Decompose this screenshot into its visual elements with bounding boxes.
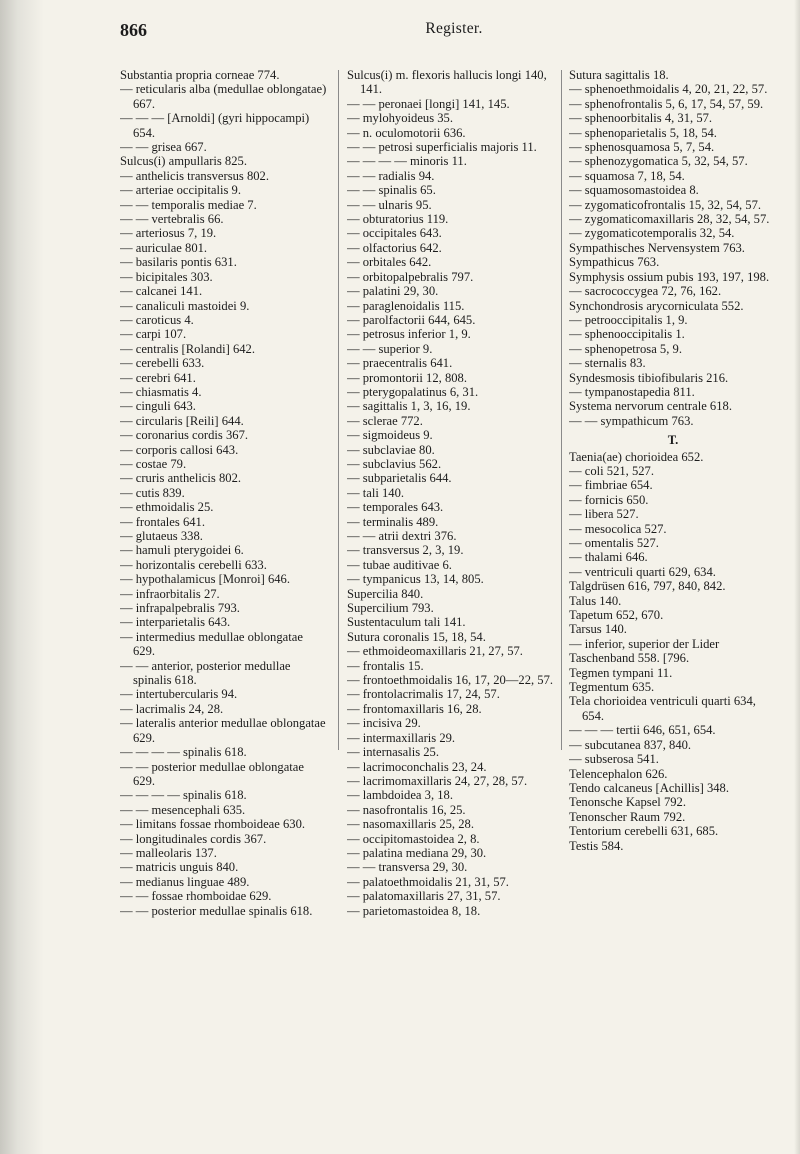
index-entry: Talus 140.: [569, 593, 622, 608]
index-entry: — hamuli pterygoidei 6.: [120, 543, 244, 558]
index-entry: — pterygopalatinus 6, 31.: [347, 384, 479, 399]
index-entry: — horizontalis cerebelli 633.: [120, 557, 267, 572]
column-divider: [338, 70, 339, 750]
index-entry: — basilaris pontis 631.: [120, 255, 237, 270]
index-entry: — sagittalis 1, 3, 16, 19.: [347, 399, 471, 414]
index-entry: — canaliculi mastoidei 9.: [120, 298, 250, 313]
index-entry: — corporis callosi 643.: [120, 442, 239, 457]
index-entry: Sulcus(i) m. flexoris hallucis longi 140, 141.: [347, 68, 547, 97]
index-entry: — tali 140.: [347, 485, 405, 500]
index-entry: Sympathisches Nervensystem 763.: [569, 240, 745, 255]
index-entry: — anthelicis transversus 802.: [120, 168, 269, 183]
running-head-title: Register.: [425, 20, 483, 37]
index-entry: Testis 584.: [569, 838, 624, 853]
page-gutter-shadow: [0, 0, 44, 1154]
index-entry: Tegmentum 635.: [569, 680, 655, 695]
index-entry: — fornicis 650.: [569, 492, 649, 507]
index-entry: — n. oculomotorii 636.: [347, 125, 466, 140]
index-entry: — sacrococcygea 72, 76, 162.: [569, 284, 722, 299]
index-entry: Tapetum 652, 670.: [569, 608, 664, 623]
index-entry: Tegmen tympani 11.: [569, 665, 673, 680]
index-entry: — subserosa 541.: [569, 752, 659, 767]
index-entry: — reticularis alba (medullae oblongatae) 667.: [120, 82, 327, 111]
page-edge: [794, 0, 800, 1154]
index-entry: — ventriculi quarti 629, 634.: [569, 564, 716, 579]
index-entry: — sphenozygomatica 5, 32, 54, 57.: [569, 154, 748, 169]
index-entry: — petrosus inferior 1, 9.: [347, 327, 471, 342]
index-column-3: [569, 68, 777, 1153]
index-entry: — calcanei 141.: [120, 284, 203, 299]
index-entry: — — grisea 667.: [120, 140, 207, 155]
index-entry: Synchondrosis arycorniculata 552.: [569, 298, 744, 313]
index-entry: — — fossae rhomboidae 629.: [120, 889, 272, 904]
index-entry: — centralis [Rolandi] 642.: [120, 341, 256, 356]
index-entry: Tenonscher Raum 792.: [569, 809, 686, 824]
index-entry: — temporales 643.: [347, 500, 444, 515]
index-entry: — — radialis 94.: [347, 168, 435, 183]
index-entry: — zygomaticofrontalis 15, 32, 54, 57.: [569, 197, 762, 212]
index-entry: — sphenooccipitalis 1.: [569, 327, 685, 342]
index-entry: — sphenosquamosa 5, 7, 54.: [569, 140, 715, 155]
index-entry: — sphenoparietalis 5, 18, 54.: [569, 125, 717, 140]
index-entry: — orbitopalpebralis 797.: [347, 269, 474, 284]
index-entry: Tarsus 140.: [569, 622, 627, 637]
index-entry: Taschenband 558. [796.: [569, 651, 690, 666]
index-entry: — subclavius 562.: [347, 456, 442, 471]
index-entry: — lacrimalis 24, 28.: [120, 701, 224, 716]
index-entry: — zygomaticotemporalis 32, 54.: [569, 226, 735, 241]
index-entry: — — superior 9.: [347, 341, 433, 356]
index-entry: — omentalis 527.: [569, 536, 659, 550]
index-entry: — thalami 646.: [569, 550, 648, 565]
index-entry: — — posterior medullae oblongatae 629.: [120, 759, 304, 788]
index-entry: — infrapalpebralis 793.: [120, 601, 240, 616]
index-entry: — intermedius medullae oblongatae 629.: [120, 629, 303, 659]
index-entry: — — temporalis mediae 7.: [120, 197, 257, 212]
index-entry: Symphysis ossium pubis 193, 197, 198.: [569, 269, 770, 284]
index-entry: Taenia(ae) chorioidea 652.: [569, 449, 704, 464]
index-entry: — caroticus 4.: [120, 312, 194, 327]
index-entry: — — peronaei [longi] 141, 145.: [347, 96, 510, 111]
index-entry: — malleolaris 137.: [120, 845, 217, 860]
index-entry: — mylohyoideus 35.: [347, 111, 453, 126]
index-entry: — — — — spinalis 618.: [120, 745, 247, 760]
index-entry: — sigmoideus 9.: [347, 428, 433, 443]
index-entry: Sustentaculum tali 141.: [347, 615, 466, 630]
index-entry: — — petrosi superficialis majoris 11.: [347, 140, 537, 155]
index-entry: — zygomaticomaxillaris 28, 32, 54, 57.: [569, 212, 770, 227]
index-entry: — coronarius cordis 367.: [120, 428, 249, 443]
index-entry: Telencephalon 626.: [569, 766, 668, 781]
index-entry: — auriculae 801.: [120, 240, 208, 255]
index-entry: — cruris anthelicis 802.: [120, 471, 242, 486]
index-entry: — matricis unguis 840.: [120, 860, 239, 875]
index-entry: — tympanostapedia 811.: [569, 384, 695, 399]
index-entry: Sulcus(i) ampullaris 825.: [120, 154, 247, 169]
index-entry: — paraglenoidalis 115.: [347, 298, 465, 313]
section-letter-heading: T.: [667, 433, 679, 448]
index-entry: Tenonsche Kapsel 792.: [569, 795, 686, 810]
index-entry: — intertubercularis 94.: [120, 687, 238, 702]
index-column-1: [120, 68, 328, 1153]
index-entry: — carpi 107.: [120, 327, 187, 342]
index-entry: — inferior, superior der Lider: [569, 636, 720, 651]
index-entry: — palatina mediana 29, 30.: [347, 845, 487, 860]
index-entry: Tendo calcaneus [Achillis] 348.: [569, 780, 729, 795]
index-entry: — frontalis 15.: [347, 658, 424, 673]
index-entry: — libera 527.: [569, 507, 639, 522]
index-entry: — sphenoethmoidalis 4, 20, 21, 22, 57.: [569, 82, 768, 97]
index-entry: Sutura sagittalis 18.: [569, 68, 669, 82]
index-entry: — nasofrontalis 16, 25.: [347, 802, 466, 817]
index-entry: — ethmoidalis 25.: [120, 500, 214, 515]
index-entry: — infraorbitalis 27.: [120, 586, 220, 601]
index-entry: — lateralis anterior medullae oblongatae 629.: [120, 716, 326, 745]
index-entry: — costae 79.: [120, 456, 187, 471]
index-entry: — — vertebralis 66.: [120, 212, 224, 227]
index-entry: — subclaviae 80.: [347, 442, 435, 457]
index-entry: — circularis [Reili] 644.: [120, 413, 244, 428]
index-entry: — arteriosus 7, 19.: [120, 226, 217, 241]
index-entry: — promontorii 12, 808.: [347, 370, 467, 385]
page-number: 866: [120, 20, 147, 40]
index-entry: — — ulnaris 95.: [347, 197, 432, 212]
index-entry: — arteriae occipitalis 9.: [120, 183, 241, 198]
index-entry: — cerebelli 633.: [120, 356, 205, 371]
index-entry: — praecentralis 641.: [347, 356, 453, 371]
index-entry: — glutaeus 338.: [120, 529, 203, 543]
index-entry: — frontales 641.: [120, 514, 205, 529]
index-entry: — — posterior medullae spinalis 618.: [120, 903, 313, 918]
page-header: [120, 20, 788, 46]
index-entry: — — transversa 29, 30.: [347, 860, 468, 875]
index-entry: — hypothalamicus [Monroi] 646.: [120, 572, 290, 587]
index-entry: — cerebri 641.: [120, 370, 196, 385]
index-entry: — — anterior, posterior medullae spinalis 618.: [120, 658, 291, 688]
index-entry: — — — [Arnoldi] (gyri hippocampi) 654.: [120, 111, 310, 140]
index-entry: Sutura coronalis 15, 18, 54.: [347, 629, 486, 644]
index-entry: Supercilia 840.: [347, 586, 424, 601]
index-entry: — petrooccipitalis 1, 9.: [569, 312, 688, 327]
index-entry: Substantia propria corneae 774.: [120, 68, 280, 82]
index-entry: — — mesencephali 635.: [120, 802, 246, 817]
index-entry: — transversus 2, 3, 19.: [347, 543, 464, 558]
index-entry: — intermaxillaris 29.: [347, 730, 456, 745]
index-column-2: [347, 68, 555, 1153]
index-entry: — tympanicus 13, 14, 805.: [347, 572, 484, 587]
index-entry: — cutis 839.: [120, 485, 185, 500]
index-entry: — nasomaxillaris 25, 28.: [347, 817, 474, 832]
index-entry: Supercilium 793.: [347, 601, 434, 616]
index-entry: Systema nervorum centrale 618.: [569, 399, 732, 414]
index-entry: — medianus linguae 489.: [120, 874, 250, 889]
index-entry: Tela chorioidea ventriculi quarti 634, 654.: [569, 694, 756, 723]
index-entry: — lacrimomaxillaris 24, 27, 28, 57.: [347, 773, 528, 788]
index-entry: — cinguli 643.: [120, 399, 196, 414]
index-entry: — fimbriae 654.: [569, 478, 653, 493]
index-entry: Sympathicus 763.: [569, 255, 660, 270]
index-entry: — subparietalis 644.: [347, 471, 452, 486]
index-entry: — orbitales 642.: [347, 255, 432, 270]
index-entry: — sclerae 772.: [347, 413, 423, 428]
index-entry: — occipitales 643.: [347, 226, 442, 241]
index-entry: — sternalis 83.: [569, 356, 646, 371]
index-entry: — limitans fossae rhomboideae 630.: [120, 817, 306, 832]
index-entry: — frontolacrimalis 17, 24, 57.: [347, 687, 500, 702]
index-entry: — ethmoideomaxillaris 21, 27, 57.: [347, 644, 523, 659]
index-entry: — — sympathicum 763.: [569, 413, 694, 428]
index-entry: — longitudinales cordis 367.: [120, 831, 267, 846]
index-entry: Syndesmosis tibiofibularis 216.: [569, 370, 729, 385]
index-entry: — coli 521, 527.: [569, 463, 655, 478]
index-entry: — lacrimoconchalis 23, 24.: [347, 759, 487, 774]
index-entry: — sphenoorbitalis 4, 31, 57.: [569, 111, 713, 126]
index-entry: Talgdrüsen 616, 797, 840, 842.: [569, 579, 726, 594]
index-entry: — palatini 29, 30.: [347, 284, 439, 299]
index-entry: — lambdoidea 3, 18.: [347, 788, 453, 803]
index-entry: — frontoethmoidalis 16, 17, 20—22, 57.: [347, 673, 554, 688]
index-entry: — incisiva 29.: [347, 716, 421, 731]
index-entry: — subcutanea 837, 840.: [569, 737, 692, 752]
index-entry: — sphenopetrosa 5, 9.: [569, 341, 682, 356]
index-entry: — — — — spinalis 618.: [120, 788, 247, 803]
index-entry: — obturatorius 119.: [347, 212, 449, 227]
index-entry: — — atrii dextri 376.: [347, 529, 457, 543]
index-entry: — frontomaxillaris 16, 28.: [347, 701, 482, 716]
index-entry: Tentorium cerebelli 631, 685.: [569, 824, 719, 839]
column-divider: [561, 70, 562, 750]
index-entry: — parietomastoidea 8, 18.: [347, 903, 481, 918]
index-entry: — tubae auditivae 6.: [347, 557, 452, 572]
index-entry: — olfactorius 642.: [347, 240, 442, 255]
index-entry: — squamosa 7, 18, 54.: [569, 168, 685, 183]
index-entry: — — spinalis 65.: [347, 183, 436, 198]
index-entry: — internasalis 25.: [347, 745, 439, 760]
index-entry: — occipitomastoidea 2, 8.: [347, 831, 480, 846]
index-entry: — terminalis 489.: [347, 514, 439, 529]
index-entry: — palatomaxillaris 27, 31, 57.: [347, 889, 501, 904]
index-entry: — squamosomastoidea 8.: [569, 183, 699, 198]
index-entry: — palatoethmoidalis 21, 31, 57.: [347, 874, 509, 889]
index-entry: — mesocolica 527.: [569, 521, 667, 536]
index-entry: — bicipitales 303.: [120, 269, 213, 284]
index-entry: — chiasmatis 4.: [120, 384, 202, 399]
index-entry: — interparietalis 643.: [120, 615, 231, 630]
index-entry: — parolfactorii 644, 645.: [347, 312, 476, 327]
index-entry: — — — — minoris 11.: [347, 154, 467, 169]
index-entry: — sphenofrontalis 5, 6, 17, 54, 57, 59.: [569, 96, 764, 111]
index-entry: — — — tertii 646, 651, 654.: [569, 723, 716, 738]
